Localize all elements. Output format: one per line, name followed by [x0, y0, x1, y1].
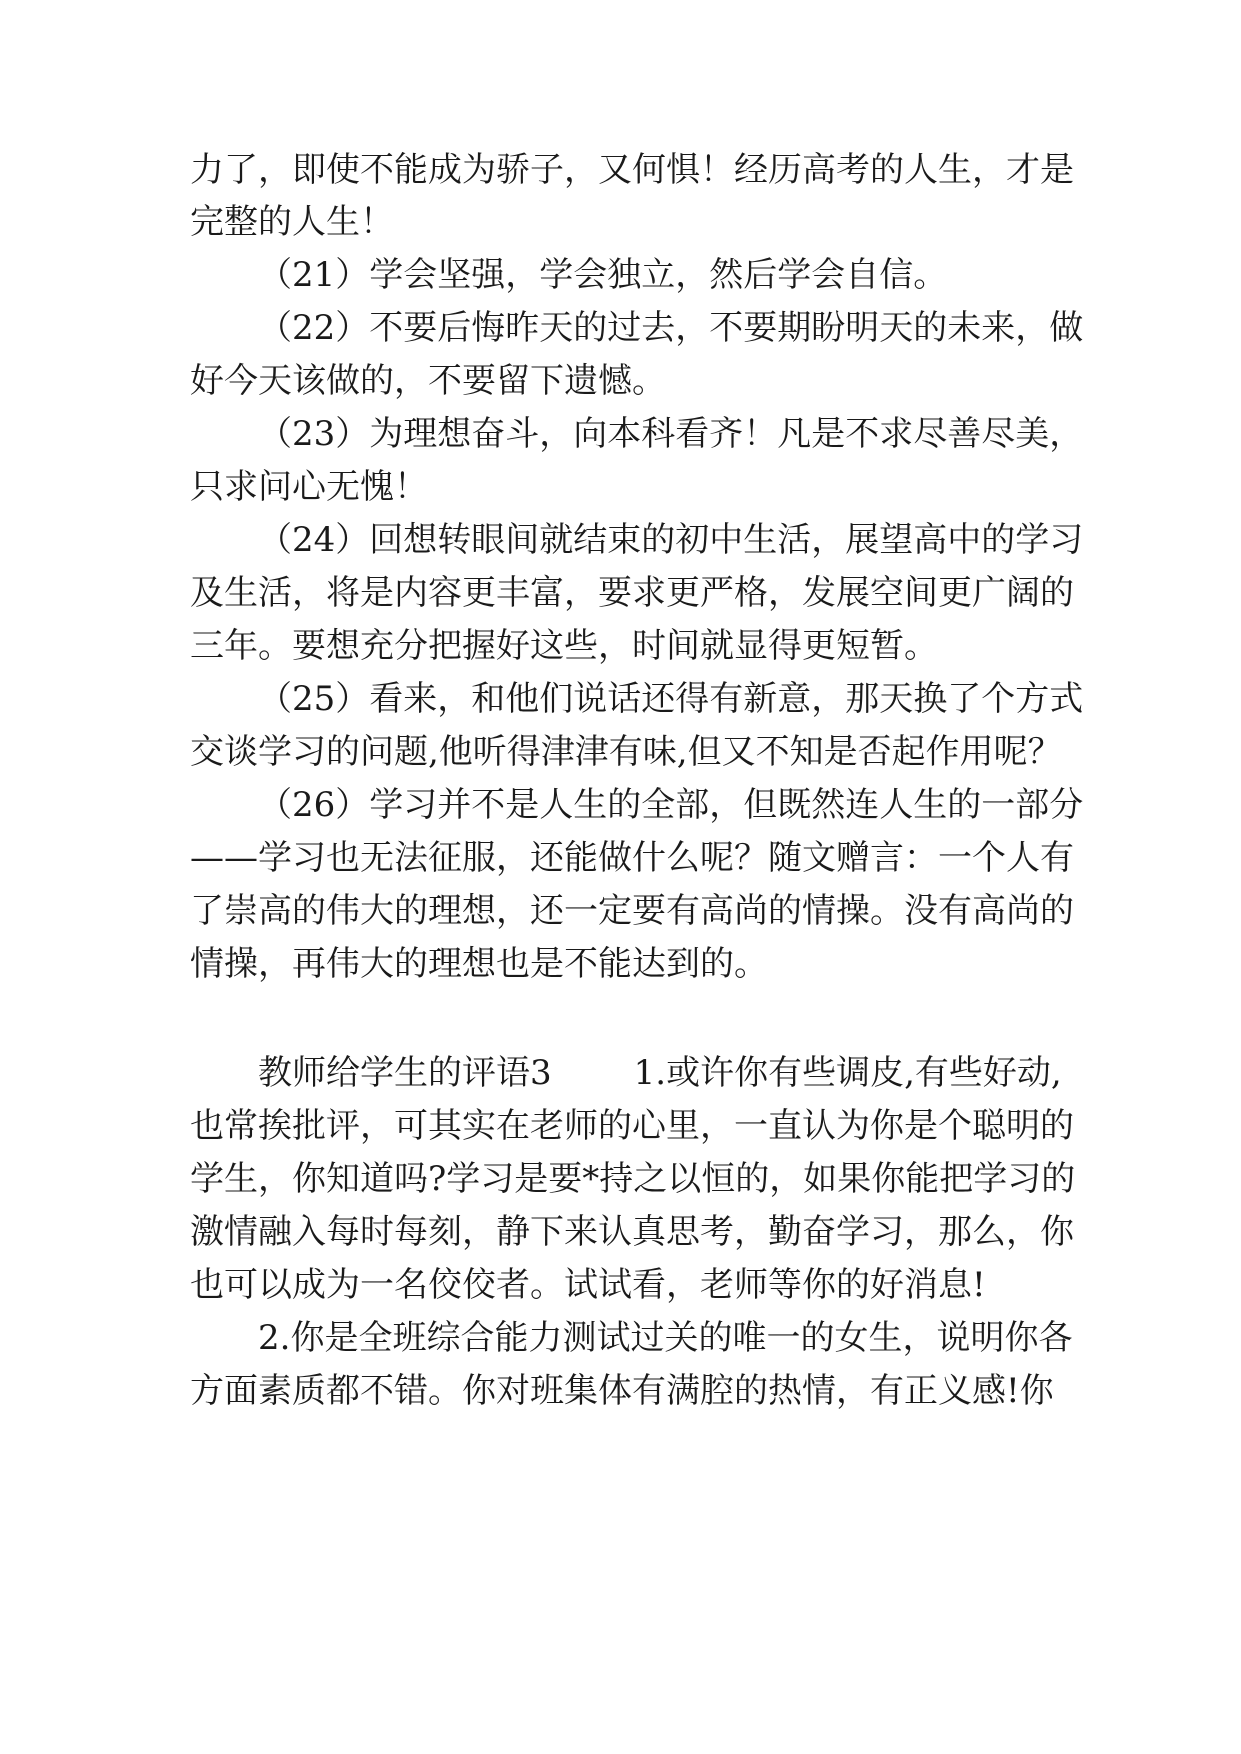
text-line: 只求问心无愧！ [190, 467, 428, 507]
text-line: （22）不要后悔昨天的过去，不要期盼明天的未来，做 [258, 308, 1084, 348]
text-line: 交谈学习的问题,他听得津津有味,但又不知是否起作用呢？ [190, 732, 1062, 772]
text-line: 也可以成为一名佼佼者。试试看，老师等你的好消息! [190, 1265, 986, 1305]
text-line: 完整的人生！ [190, 202, 394, 242]
text-line: 及生活，将是内容更丰富，要求更严格，发展空间更广阔的 [190, 573, 1074, 613]
section-first-text: 1.或许你有些调皮,有些好动, [633, 1053, 1062, 1093]
text-line: 了崇高的伟大的理想，还一定要有高尚的情操。没有高尚的 [190, 891, 1074, 931]
text-line: （23）为理想奋斗，向本科看齐！凡是不求尽善尽美， [258, 414, 1084, 454]
text-line: 也常挨批评，可其实在老师的心里，一直认为你是个聪明的 [190, 1106, 1074, 1146]
section-title: 教师给学生的评语3 [258, 1053, 552, 1093]
text-line: （24）回想转眼间就结束的初中生活，展望高中的学习 [258, 520, 1084, 560]
section-heading-line [258, 1053, 1128, 1093]
text-line: 学生，你知道吗?学习是要*持之以恒的，如果你能把学习的 [190, 1159, 1076, 1199]
text-line: 情操，再伟大的理想也是不能达到的。 [190, 944, 768, 984]
text-line: （26）学习并不是人生的全部，但既然连人生的一部分 [258, 785, 1084, 825]
text-line: 力了，即使不能成为骄子，又何惧！经历高考的人生，才是 [190, 150, 1074, 190]
text-line: 好今天该做的，不要留下遗憾。 [190, 361, 666, 401]
text-line: ——学习也无法征服，还能做什么呢？随文赠言：一个人有 [190, 838, 1074, 878]
text-line: （25）看来，和他们说话还得有新意，那天换了个方式 [258, 679, 1084, 719]
text-line: （21）学会坚强，学会独立，然后学会自信。 [258, 255, 948, 295]
text-line: 三年。要想充分把握好这些，时间就显得更短暂。 [190, 626, 938, 666]
text-line: 方面素质都不错。你对班集体有满腔的热情，有正义感!你 [190, 1371, 1054, 1411]
text-line: 激情融入每时每刻，静下来认真思考，勤奋学习，那么，你 [190, 1212, 1074, 1252]
text-line: 2.你是全班综合能力测试过关的唯一的女生，说明你各 [258, 1318, 1073, 1358]
